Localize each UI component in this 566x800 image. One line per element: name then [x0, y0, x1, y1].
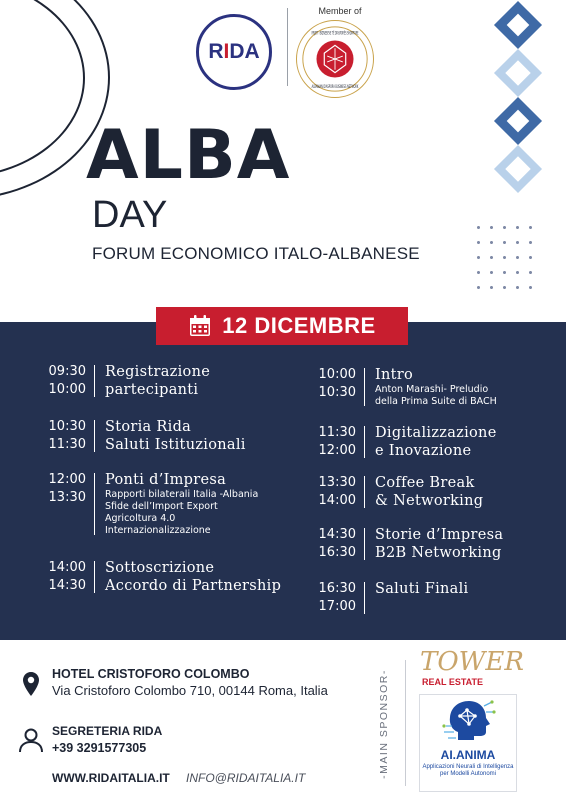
session-title: Coffee Break — [375, 475, 475, 491]
event-title: ALBA — [86, 116, 291, 195]
tower-logo: TOWER — [420, 647, 524, 677]
time-range: 10:30 11:30 — [48, 419, 86, 452]
session-subtopic: Agricoltura 4.0 — [105, 513, 176, 524]
time-range: 11:30 12:00 — [318, 425, 356, 458]
time-range: 16:30 17:00 — [318, 581, 356, 614]
tower-subtitle: REAL ESTATE — [422, 677, 484, 687]
event-tagline: FORUM ECONOMICO ITALO-ALBANESE — [92, 244, 420, 263]
time-divider — [364, 368, 365, 406]
session-title-line2: B2B Networking — [375, 545, 502, 561]
secretary-phone[interactable]: +39 3291577305 — [52, 741, 147, 755]
session-title: Storie d’Impresa — [375, 527, 504, 543]
ai-brain-head-icon — [440, 696, 496, 744]
time-divider — [94, 365, 95, 397]
session-title: Ponti d’Impresa — [105, 472, 227, 488]
schedule-item — [270, 526, 503, 562]
seal-bottom-text: ALBANIAN DIASPORA BUSINESS NETWORK — [311, 84, 359, 90]
date-banner — [156, 307, 408, 345]
venue-address: Via Cristoforo Colombo 710, 00144 Roma, Italia — [52, 683, 328, 698]
time-divider — [364, 528, 365, 560]
time-range: 09:30 10:00 — [48, 364, 86, 397]
session-title-line2: Saluti Istituzionali — [105, 437, 246, 453]
time-range: 13:30 14:00 — [318, 475, 356, 508]
time-divider — [94, 473, 95, 535]
schedule-item — [270, 424, 497, 460]
time-divider — [364, 426, 365, 458]
calendar-icon — [188, 314, 212, 338]
session-subtopic: Sfide dell’Import Export — [105, 501, 218, 512]
time-divider — [364, 476, 365, 508]
decorative-diamonds — [490, 2, 546, 194]
diamond-light-2 — [490, 146, 546, 194]
diamond-light-1 — [490, 50, 546, 98]
session-subtopic: della Prima Suite di BACH — [375, 396, 497, 407]
time-range: 14:30 16:30 — [318, 527, 356, 560]
time-range: 12:00 13:30 — [48, 472, 86, 505]
ai-anima-tagline: Applicazioni Neurali di Intelligenza per Modelli Autonomi — [422, 764, 514, 777]
session-title: Intro — [375, 367, 414, 383]
session-title: Registrazione — [105, 364, 211, 380]
session-subtopic: Rapporti bilaterali Italia -Albania — [105, 489, 259, 500]
time-range: 14:00 14:30 — [48, 560, 86, 593]
session-subtopic: Internazionalizzazione — [105, 525, 211, 536]
time-divider — [94, 420, 95, 452]
ai-anima-name: AI.ANIMA — [440, 748, 496, 762]
schedule-item — [0, 471, 258, 537]
session-subtopic: Anton Marashi- Preludio — [375, 384, 489, 395]
email-link[interactable]: INFO@RIDAITALIA.IT — [186, 771, 306, 785]
session-title: Digitalizzazione — [375, 425, 497, 441]
seal-top-text: RRJETI I BIZNESEVE TË DIASPORËS SHQIPTARE — [311, 30, 359, 36]
location-pin-icon — [22, 671, 40, 697]
diamond-dark-1 — [490, 2, 546, 50]
venue-name: HOTEL CRISTOFORO COLOMBO — [52, 667, 250, 681]
schedule-item — [0, 559, 281, 595]
schedule-item — [270, 580, 468, 616]
schedule-item — [0, 418, 246, 454]
session-title-line2: & Networking — [375, 493, 484, 509]
time-divider — [94, 561, 95, 593]
time-divider — [364, 582, 365, 614]
schedule-item — [270, 366, 497, 408]
website-link[interactable]: WWW.RIDAITALIA.IT — [52, 771, 170, 785]
schedule-item — [0, 363, 210, 399]
sponsor-divider — [405, 660, 406, 786]
session-title-line2: Accordo di Partnership — [105, 578, 282, 594]
logo-divider — [287, 8, 288, 86]
user-icon — [18, 727, 44, 753]
session-title: Sottoscrizione — [105, 560, 215, 576]
rida-logo: RIDA — [196, 14, 272, 90]
decorative-dot-grid — [472, 220, 542, 300]
member-of-label: Member of — [318, 6, 362, 16]
diamond-dark-2 — [490, 98, 546, 146]
time-range: 10:00 10:30 — [318, 367, 356, 400]
main-sponsor-label: -MAIN SPONSOR- — [378, 669, 390, 779]
event-subtitle: DAY — [92, 194, 168, 236]
session-title: Storia Rida — [105, 419, 192, 435]
session-title-line2: e Inovazione — [375, 443, 472, 459]
session-title-line2: partecipanti — [105, 382, 199, 398]
diaspora-network-seal — [296, 20, 374, 98]
schedule-item — [270, 474, 483, 510]
secretary-label: SEGRETERIA RIDA — [52, 724, 163, 738]
session-title: Saluti Finali — [375, 581, 469, 597]
date-label: 12 DICEMBRE — [222, 313, 376, 338]
